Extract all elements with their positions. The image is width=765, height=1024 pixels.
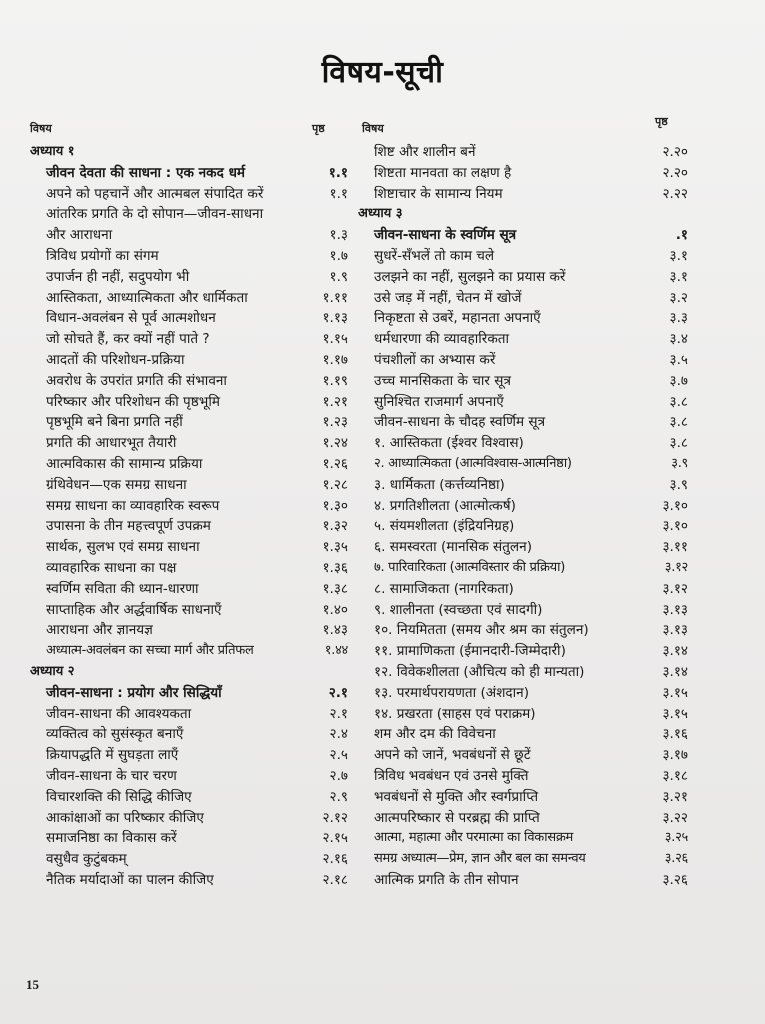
toc-entry-title: जीवन-साधना के चार चरण [46,767,177,784]
toc-entry-page: २.५ [329,747,348,764]
toc-entry-title: उपासना के तीन महत्त्वपूर्ण उपक्रम [46,518,211,535]
toc-entry [358,808,688,829]
toc-entry [30,454,348,475]
toc-entry-title: नैतिक मर्यादाओं का पालन कीजिए [46,871,214,888]
toc-entry [30,329,348,350]
toc-entry-title: समग्र साधना का व्यावहारिक स्वरूप [46,497,220,514]
toc-entry [358,704,688,725]
toc-entry-page: ३.१३ [662,601,688,618]
toc-entry [30,579,348,600]
toc-entry [30,288,348,309]
toc-entry-page: ३.९ [671,455,688,471]
toc-entry-page: ३.९ [669,476,688,493]
toc-entry-page: १.३२ [322,518,348,535]
toc-entry-title: ५. संयमशीलता (इंद्रियनिग्रह) [374,518,515,535]
toc-entry-title: शिष्टता मानवता का लक्षण है [374,164,512,181]
toc-entry-title: पंचशीलों का अभ्यास करें [374,351,496,368]
toc-entry-title: वसुधैव कुटुंबकम् [46,851,127,868]
toc-entry [358,579,688,600]
toc-entry-title: अध्याय १ [30,144,75,159]
right-page-header: पृष्ठ [655,115,668,128]
toc-entry-page: १.२३ [322,414,348,431]
toc-entry [30,433,348,454]
toc-entry [30,308,348,329]
toc-entry-page: १.२६ [322,455,348,472]
toc-entry-title: आत्मविकास की सामान्य प्रक्रिया [46,455,203,472]
toc-entry-title: जीवन-साधना की आवश्यकता [46,705,192,722]
toc-entry [358,641,688,662]
toc-entry-title: अपने को पहचानें और आत्मबल संपादित करें [46,185,264,202]
toc-entry-page: १.९ [329,268,348,285]
toc-entry-title: ३. धार्मिकता (कर्त्तव्यनिष्ठा) [374,476,505,493]
toc-entry-title: उच्च मानसिकता के चार सूत्र [374,372,511,389]
toc-entry-page: ३.२६ [662,871,688,888]
toc-entry-page: ३.१ [669,268,688,285]
toc-entry-title: अध्याय ३ [358,206,403,222]
toc-entry-page: १.११ [322,289,348,306]
toc-entry [30,350,348,371]
toc-entry [30,475,348,496]
toc-entry-title: और आराधना [46,227,113,244]
left-page-header: पृष्ठ [312,122,325,135]
toc-entry-title: पृष्ठभूमि बने बिना प्रगति नहीं [46,414,183,431]
toc-entry-page: १.१३ [322,310,348,327]
toc-entry-page: १.१९ [322,372,348,389]
toc-entry-page: ३.११ [662,539,688,556]
toc-entry-page: १.१५ [322,331,348,348]
toc-entry [30,184,348,205]
toc-entry [358,225,688,246]
toc-entry-page: ३.१४ [662,663,688,680]
toc-entry-page: १.२१ [322,393,348,410]
toc-entry-title: त्रिविध भवबंधन एवं उनसे मुक्ति [374,767,529,784]
toc-entry-title: परिष्कार और परिशोधन की पृष्ठभूमि [46,393,220,410]
toc-entry [30,600,348,621]
toc-entry-page: ३.१० [662,518,688,535]
toc-entry [358,558,688,579]
toc-entry-title: समग्र अध्यात्म—प्रेम, ज्ञान और बल का समन्वय [374,851,586,867]
toc-entry [358,600,688,621]
toc-entry-page: ३.२ [669,289,688,306]
toc-entry [30,808,348,829]
toc-entry-title: १४. प्रखरता (साहस एवं पराक्रम) [374,705,536,722]
toc-entry [358,620,688,641]
toc-entry-page: २.९ [329,788,348,805]
toc-entry-title: आंतरिक प्रगति के दो सोपान—जीवन-साधना [46,206,264,223]
toc-entry [30,537,348,558]
right-topic-header: विषय [362,122,384,135]
toc-entry-title: सुधरें-सँभलें तो काम चले [374,247,495,264]
toc-entry-page: २.७ [329,767,348,784]
toc-entry-page: २.४ [329,726,348,743]
toc-entry [30,163,348,184]
toc-entry-page: ३.३ [669,310,688,327]
toc-entry-page: ३.१४ [662,643,688,660]
toc-entry-title: ९. शालीनता (स्वच्छता एवं सादगी) [374,601,543,618]
toc-entry [358,766,688,787]
toc-entry [358,371,688,392]
toc-entry [30,558,348,579]
toc-entry [358,412,688,433]
chapter-heading [30,662,348,683]
toc-entry-title: ४. प्रगतिशीलता (आत्मोत्कर्ष) [374,497,516,514]
toc-entry-title: अध्याय २ [30,663,75,679]
toc-entry-title: व्यक्तित्व को सुसंस्कृत बनाएँ [46,726,184,743]
toc-entry [30,516,348,537]
toc-entry-page: ३.१७ [662,747,688,764]
toc-entry-page: १.३५ [322,539,348,556]
toc-entry-title: शिष्टाचार के सामान्य नियम [374,185,503,202]
toc-entry-page: १.१७ [322,351,348,368]
toc-entry [30,787,348,808]
toc-entry [358,849,688,870]
toc-entry-page: ३.८ [669,435,688,452]
toc-entry-page: ३.२२ [662,809,688,826]
toc-entry [30,766,348,787]
toc-entry-title: उलझने का नहीं, सुलझने का प्रयास करें [374,268,566,285]
toc-entry-title: ग्रंथिवेधन—एक समग्र साधना [46,476,187,493]
toc-entry-title: १२. विवेकशीलता (औचित्य को ही मान्यता) [374,663,585,680]
toc-entry-title: जीवन-साधना के चौदह स्वर्णिम सूत्र [374,414,546,431]
toc-entry-page: ३.१५ [662,705,688,722]
toc-entry [358,745,688,766]
toc-entry-page: ३.१२ [664,559,688,575]
toc-entry-page: १.३ [329,227,348,244]
toc-entry-title: त्रिविध प्रयोगों का संगम [46,247,159,264]
toc-entry [358,454,688,475]
toc-entry [30,641,348,662]
toc-entry [30,204,348,225]
toc-entry [358,288,688,309]
toc-entry [358,683,688,704]
right-toc-column [358,142,688,891]
chapter-heading [358,204,688,225]
toc-entry-page: ३.१० [662,497,688,514]
page-number: 15 [26,977,39,992]
toc-entry-page: ३.१८ [662,767,688,784]
toc-entry [358,142,688,163]
left-topic-header: विषय [30,122,52,135]
toc-entry-title: जो सोचते हैं, कर क्यों नहीं पाते ? [46,331,210,348]
toc-entry [358,828,688,849]
toc-entry-title: क्रियापद्धति में सुघड़ता लाएँ [46,747,179,764]
toc-entry-page: १.४३ [322,622,348,639]
toc-entry-page: २.१५ [322,830,348,847]
toc-entry-page: .१ [675,227,688,244]
toc-entry-page: ३.२६ [664,851,688,867]
toc-entry [30,371,348,392]
toc-entry-title: विचारशक्ति की सिद्धि कीजिए [46,788,192,805]
toc-entry [358,392,688,413]
toc-entry-title: शिष्ट और शालीन बनें [374,144,476,160]
toc-entry [30,704,348,725]
toc-entry-page: ३.७ [669,372,688,389]
toc-entry-title: जीवन-साधना के स्वर्णिम सूत्र [374,227,517,244]
toc-entry-page: १.२४ [322,435,348,452]
toc-entry-title: आत्मा, महात्मा और परमात्मा का विकासक्रम [374,830,574,846]
toc-entry-title: जीवन-साधना : प्रयोग और सिद्धियाँ [46,684,222,701]
toc-entry [30,496,348,517]
toc-entry [358,662,688,683]
chapter-heading [30,142,348,163]
toc-entry [358,308,688,329]
toc-entry-title: समाजनिष्ठा का विकास करें [46,830,177,847]
toc-entry-title: सुनिश्चित राजमार्ग अपनाएँ [374,393,504,410]
toc-entry [30,683,348,704]
toc-entry-title: आत्मपरिष्कार से परब्रह्म की प्राप्ति [374,809,540,826]
toc-entry-title: प्रगति की आधारभूत तैयारी [46,435,177,452]
toc-entry-page: १.१ [328,164,348,181]
toc-entry-page: १.१ [329,185,348,202]
toc-entry [30,745,348,766]
toc-entry-title: ६. समस्वरता (मानसिक संतुलन) [374,539,532,556]
toc-entry-title: शम और दम की विवेचना [374,726,496,743]
toc-entry-title: ७. पारिवारिकता (आत्मविस्तार की प्रक्रिया) [374,559,566,575]
toc-entry-page: २.१८ [322,871,348,888]
toc-entry-page: ३.१२ [662,580,688,597]
toc-entry-title: व्यावहारिक साधना का पक्ष [46,559,177,576]
toc-entry-page: २.१ [329,705,348,722]
toc-entry [358,246,688,267]
toc-entry-title: ११. प्रामाणिकता (ईमानदारी-जिम्मेदारी) [374,643,566,660]
toc-entry [30,392,348,413]
toc-entry [358,475,688,496]
toc-entry-page: १.४० [322,601,348,618]
toc-entry-page: १.२८ [322,476,348,493]
toc-entry-title: सार्थक, सुलभ एवं समग्र साधना [46,539,200,556]
toc-entry-title: २. आध्यात्मिकता (आत्मविश्वास-आत्मनिष्ठा) [374,455,572,471]
toc-entry-title: उसे जड़ में नहीं, चेतन में खोजें [374,289,522,306]
toc-entry [358,787,688,808]
toc-entry [30,870,348,891]
toc-entry-title: साप्ताहिक और अर्द्धवार्षिक साधनाएँ [46,601,222,618]
toc-entry [30,849,348,870]
toc-entry [358,724,688,745]
left-toc-column [30,142,348,891]
toc-entry-page: २.२२ [662,185,688,202]
toc-entry [358,163,688,184]
toc-entry [30,828,348,849]
toc-entry-page: ३.२५ [664,830,688,846]
toc-entry [358,433,688,454]
toc-entry-page: ३.८ [669,393,688,410]
toc-entry [358,267,688,288]
toc-entry [30,620,348,641]
toc-entry [30,724,348,745]
toc-entry-title: १. आस्तिकता (ईश्वर विश्वास) [374,435,524,452]
toc-entry-page: १.३० [322,497,348,514]
toc-entry-title: अवरोध के उपरांत प्रगति की संभावना [46,372,227,389]
toc-entry-page: १.७ [329,247,348,264]
toc-entry [30,412,348,433]
toc-entry [30,225,348,246]
toc-entry-title: निकृष्टता से उबरें, महानता अपनाएँ [374,310,541,327]
toc-entry-page: ३.४ [669,331,688,348]
toc-entry-page: २.१२ [322,809,348,826]
toc-entry-page: २.२० [662,144,688,160]
toc-entry [358,870,688,891]
toc-entry-title: स्वर्णिम सविता की ध्यान-धारणा [46,580,199,597]
toc-entry-title: आदतों की परिशोधन-प्रक्रिया [46,351,185,368]
toc-entry-page: ३.१ [669,247,688,264]
toc-entry-title: उपार्जन ही नहीं, सदुपयोग भी [46,268,190,285]
toc-entry-title: आस्तिकता, आध्यात्मिकता और धार्मिकता [46,289,248,306]
toc-entry-title: १०. नियमितता (समय और श्रम का संतुलन) [374,622,589,639]
toc-entry [358,329,688,350]
toc-entry-page: १.३८ [322,580,348,597]
toc-entry-page: ३.२१ [662,788,688,805]
toc-entry [358,350,688,371]
toc-entry-title: भवबंधनों से मुक्ति और स्वर्गप्राप्ति [374,788,539,805]
toc-entry-title: १३. परमार्थपरायणता (अंशदान) [374,684,530,701]
toc-entry-page: ३.५ [669,351,688,368]
toc-entry-page: १.३६ [322,559,348,576]
toc-entry-title: आराधना और ज्ञानयज्ञ [46,622,153,639]
page-title: विषय-सूची [321,55,444,90]
toc-entry-page: ३.१३ [662,622,688,639]
toc-entry-page: ३.१६ [662,726,688,743]
toc-entry-page: ३.१५ [662,684,688,701]
toc-entry-title: धर्मधारणा की व्यावहारिकता [374,331,510,348]
toc-entry-title: अध्यात्म-अवलंबन का सच्चा मार्ग और प्रतिफल [46,643,254,659]
toc-entry-title: जीवन देवता की साधना : एक नकद धर्म [46,164,246,181]
toc-entry [358,496,688,517]
toc-entry-page: २.१ [328,684,348,701]
toc-entry-page: १.४४ [324,643,348,659]
toc-entry-title: आत्मिक प्रगति के तीन सोपान [374,871,519,888]
toc-entry-page: २.१६ [322,851,348,868]
toc-entry-page: २.२० [662,164,688,181]
toc-entry-page: ३.८ [669,414,688,431]
toc-entry [358,184,688,205]
toc-entry [30,267,348,288]
toc-entry-title: विधान-अवलंबन से पूर्व आत्मशोधन [46,310,216,327]
toc-entry-title: आकांक्षाओं का परिष्कार कीजिए [46,809,204,826]
toc-entry-title: अपने को जानें, भवबंधनों से छूटें [374,747,531,764]
toc-entry-title: ८. सामाजिकता (नागरिकता) [374,580,514,597]
toc-entry [30,246,348,267]
toc-entry [358,537,688,558]
toc-entry [358,516,688,537]
